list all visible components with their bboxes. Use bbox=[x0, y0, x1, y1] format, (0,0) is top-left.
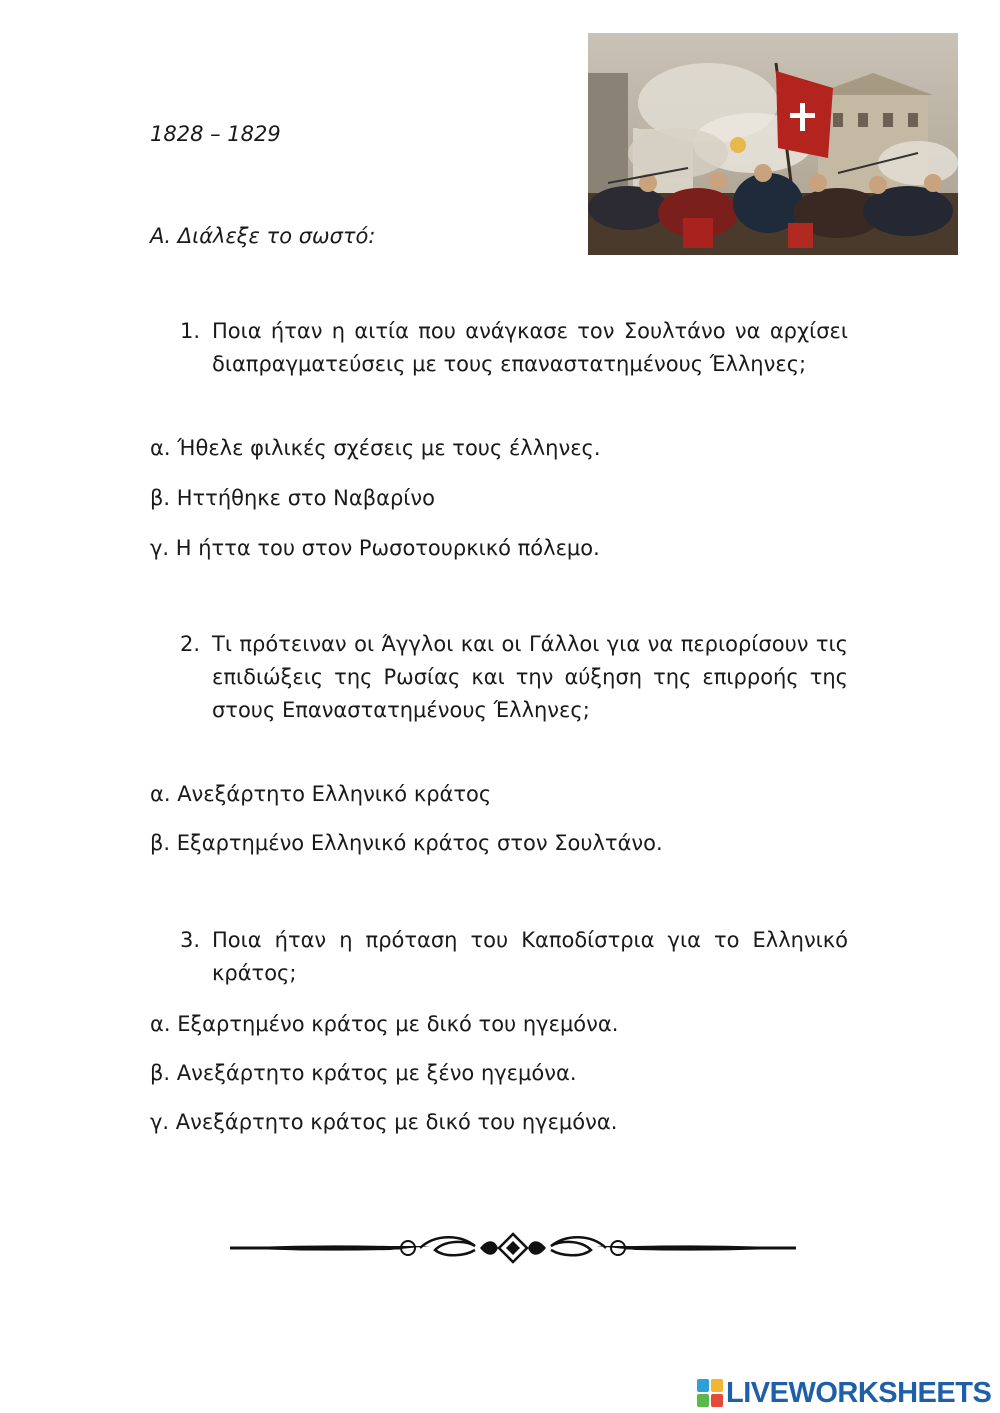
question-number: 1. bbox=[180, 319, 201, 343]
battle-painting-icon bbox=[588, 33, 958, 255]
option-3c[interactable]: γ. Ανεξάρτητο κράτος με δικό του ηγεμόνα. bbox=[150, 1110, 618, 1134]
instruction-heading: Α. Διάλεξε το σωστό: bbox=[150, 224, 376, 248]
option-1c[interactable]: γ. Η ήττα του στον Ρωσοτουρκικό πόλεμο. bbox=[150, 536, 600, 560]
question-2 bbox=[180, 628, 848, 727]
ornament-divider-icon bbox=[230, 1228, 796, 1268]
option-1a[interactable]: α. Ήθελε φιλικές σχέσεις με τους έλληνες. bbox=[150, 436, 601, 460]
option-1b[interactable]: β. Ηττήθηκε στο Ναβαρίνο bbox=[150, 486, 435, 510]
question-3 bbox=[180, 924, 848, 990]
brand-grid-icon bbox=[697, 1379, 723, 1407]
option-2a[interactable]: α. Ανεξάρτητο Ελληνικό κράτος bbox=[150, 782, 492, 806]
option-2b[interactable]: β. Εξαρτημένο Ελληνικό κράτος στον Σουλτάνο. bbox=[150, 831, 663, 855]
question-number: 3. bbox=[180, 928, 201, 952]
option-3a[interactable]: α. Εξαρτημένο κράτος με δικό του ηγεμόνα. bbox=[150, 1012, 619, 1036]
years-heading: 1828 – 1829 bbox=[150, 122, 281, 146]
question-1 bbox=[180, 315, 848, 381]
brand-text: LIVEWORKSHEETS bbox=[726, 1376, 992, 1409]
question-text: Τι πρότειναν οι Άγγλοι και οι Γάλλοι για να περιορίσουν τις επιδιώξεις της Ρωσίας και την αύξηση της επιρροής της στους Επαναστατημένους Έλληνες; bbox=[212, 632, 848, 722]
liveworksheets-logo[interactable] bbox=[697, 1376, 991, 1410]
question-text: Ποια ήταν η πρόταση του Καποδίστρια για το Ελληνικό κράτος; bbox=[212, 928, 848, 985]
question-text: Ποια ήταν η αιτία που ανάγκασε τον Σουλτάνο να αρχίσει διαπραγματεύσεις με τους επαναστατημένους Έλληνες; bbox=[212, 319, 848, 376]
option-3b[interactable]: β. Ανεξάρτητο κράτος με ξένο ηγεμόνα. bbox=[150, 1061, 577, 1085]
question-number: 2. bbox=[180, 632, 201, 656]
